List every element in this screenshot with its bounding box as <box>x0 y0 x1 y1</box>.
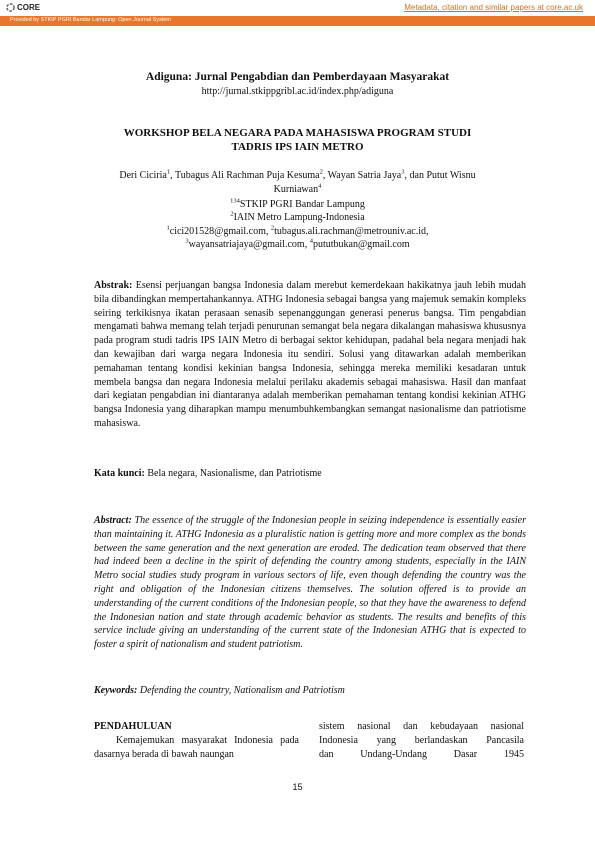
journal-title: Adiguna: Jurnal Pengabdian dan Pemberdayaan Masyarakat <box>145 71 450 83</box>
kata-kunci <box>94 468 526 479</box>
provided-by-bar <box>0 16 595 26</box>
paper-title-line-1: WORKSHOP BELA NEGARA PADA MAHASISWA PROGRAM STUDI <box>123 127 472 139</box>
author-sup: 1 <box>166 168 171 176</box>
author-list <box>100 169 495 197</box>
body-line: Indonesia yang berlandaskan Pancasila <box>319 735 524 746</box>
affiliation-2 <box>0 211 595 224</box>
body-column-left <box>94 720 299 762</box>
affiliation-text: IAIN Metro Lampung-Indonesia <box>233 212 365 223</box>
email-sup: 2 <box>270 224 275 232</box>
abstrak-label: Abstrak: <box>94 280 133 291</box>
core-logo-icon <box>6 3 15 12</box>
author-sup: 2 <box>319 168 323 176</box>
section-heading: PENDAHULUAN <box>94 721 172 732</box>
paper-title <box>90 126 505 154</box>
page-number: 15 <box>292 782 303 792</box>
kata-kunci-label: Kata kunci: <box>94 468 145 479</box>
email-link[interactable]: pututbukan@gmail.com <box>312 239 410 250</box>
affiliation-text: STKIP PGRI Bandar Lampung <box>239 199 365 210</box>
email-link[interactable]: wayansatriajaya@gmail.com, <box>188 239 310 250</box>
email-link[interactable]: cici201528@gmail.com, <box>169 226 271 237</box>
keywords-text: Defending the country, Nationalism and Patriotism <box>137 685 345 696</box>
body-column-right <box>319 720 524 762</box>
abstrak-section <box>94 279 526 431</box>
email-sup: 4 <box>309 237 313 245</box>
body-line: sistem nasional dan kebudayaan nasional <box>319 721 524 732</box>
email-line-2 <box>0 238 595 251</box>
kata-kunci-text: Bela negara, Nasionalisme, dan Patriotisme <box>144 468 322 479</box>
affiliation-sup: 134 <box>230 197 240 205</box>
journal-url[interactable]: http://jurnal.stkippgribl.ac.id/index.php/adiguna <box>201 86 394 97</box>
author-name: Wayan Satria Jaya <box>327 170 402 181</box>
email-link[interactable]: tubagus.ali.rachman@metrouniv.ac.id, <box>274 226 429 237</box>
core-logo-text: CORE <box>17 3 41 12</box>
core-logo[interactable] <box>6 3 40 12</box>
keywords <box>94 685 526 696</box>
author-sup: 3 <box>401 168 405 176</box>
keywords-label: Keywords: <box>94 685 138 696</box>
author-sep: , dan <box>404 170 427 181</box>
author-sep: , <box>322 170 328 181</box>
email-line-1 <box>0 225 595 238</box>
body-paragraph: Kemajemukan masyarakat Indonesia pada dasarnya berada di bawah naungan <box>94 735 299 760</box>
core-metadata-link[interactable]: Metadata, citation and similar papers at core.ac.uk <box>404 3 583 12</box>
email-sup: 1 <box>166 224 170 232</box>
abstract-text: The essence of the struggle of the Indonesian people in seizing independence is essentially easier than maintaining it. ATHG Indonesia as a pluralistic nation is getting more and more complex as the bonds between the same generation and the next generation are eroded. The dedication team observed that there had indeed been a decline in the spirit of defending the country among students, especially in the IAIN Metro social studies study program in various sectors of life, even though defending the country was the right and obligation of the Indonesian citizens themselves. The solution offered is to provide an understanding of the current conditions of the Indonesian people, so that they have the awareness to defend the Indonesian nation and state through academic behavior as students. The results and benefits of this service include giving an understanding of the current state of the Indonesian ATHG that is expected to foster a spirit of nationalism and student patriotism. <box>94 515 526 651</box>
author-name: Putut Wisnu Kurniawan <box>273 170 476 195</box>
email-sup: 3 <box>185 237 189 245</box>
abstrak-text: Esensi perjuangan bangsa Indonesia dalam merebut kemerdekaan hakikatnya jauh lebih mudah bila dibandingkan mempertahankannya. ATHG Indonesia sebagai bangsa yang majemuk semakin kompleks seiring terkikisnya ikatan perasaan senasib sepenanggungan generasi penerus bangsa. Tim pengabdian mengamati bahwa memang telah terjadi penurunan semangat bela negara dikalangan mahasiswa khususnya pada program studi tadris IPS IAIN Metro di berbagai sektor kehidupan, padahal bela negara menjadi hak dan kewajiban dari warga negara Indonesia itu sendiri. Solusi yang ditawarkan adalah memberikan pemahaman tentang kondisi kekinian bangsa Indonesia, sehingga mereka memiliki kesadaran untuk membela bangsa dan negara Indonesia melalui perilaku akademis sebagai mahasiswa. Hasil dan manfaat dari kegiatan pengabdian ini diantaranya adalah memberikan pemahaman tentang kondisi kekinian ATHG bangsa Indonesia yang diharapkan mampu menumbuhkembangkan semangat nasionalisme dan patriotisme mahasiswa. <box>94 280 526 429</box>
author-name: Deri Ciciria <box>119 170 167 181</box>
abstract-label: Abstract: <box>94 515 132 526</box>
author-name: Tubagus Ali Rachman Puja Kesuma <box>174 170 320 181</box>
author-sep: , <box>170 170 175 181</box>
affiliation-1 <box>0 198 595 211</box>
abstract-english-section <box>94 514 526 652</box>
core-header <box>0 0 595 16</box>
body-line: dan Undang-Undang Dasar 1945 <box>319 749 524 760</box>
paper-title-line-2: TADRIS IPS IAIN METRO <box>231 141 364 153</box>
author-sup: 4 <box>318 182 322 190</box>
provided-by-text[interactable]: Provided by STKIP PGRI Bandar Lampung: Open Journal System <box>10 17 172 23</box>
affiliation-sup: 2 <box>230 210 234 218</box>
